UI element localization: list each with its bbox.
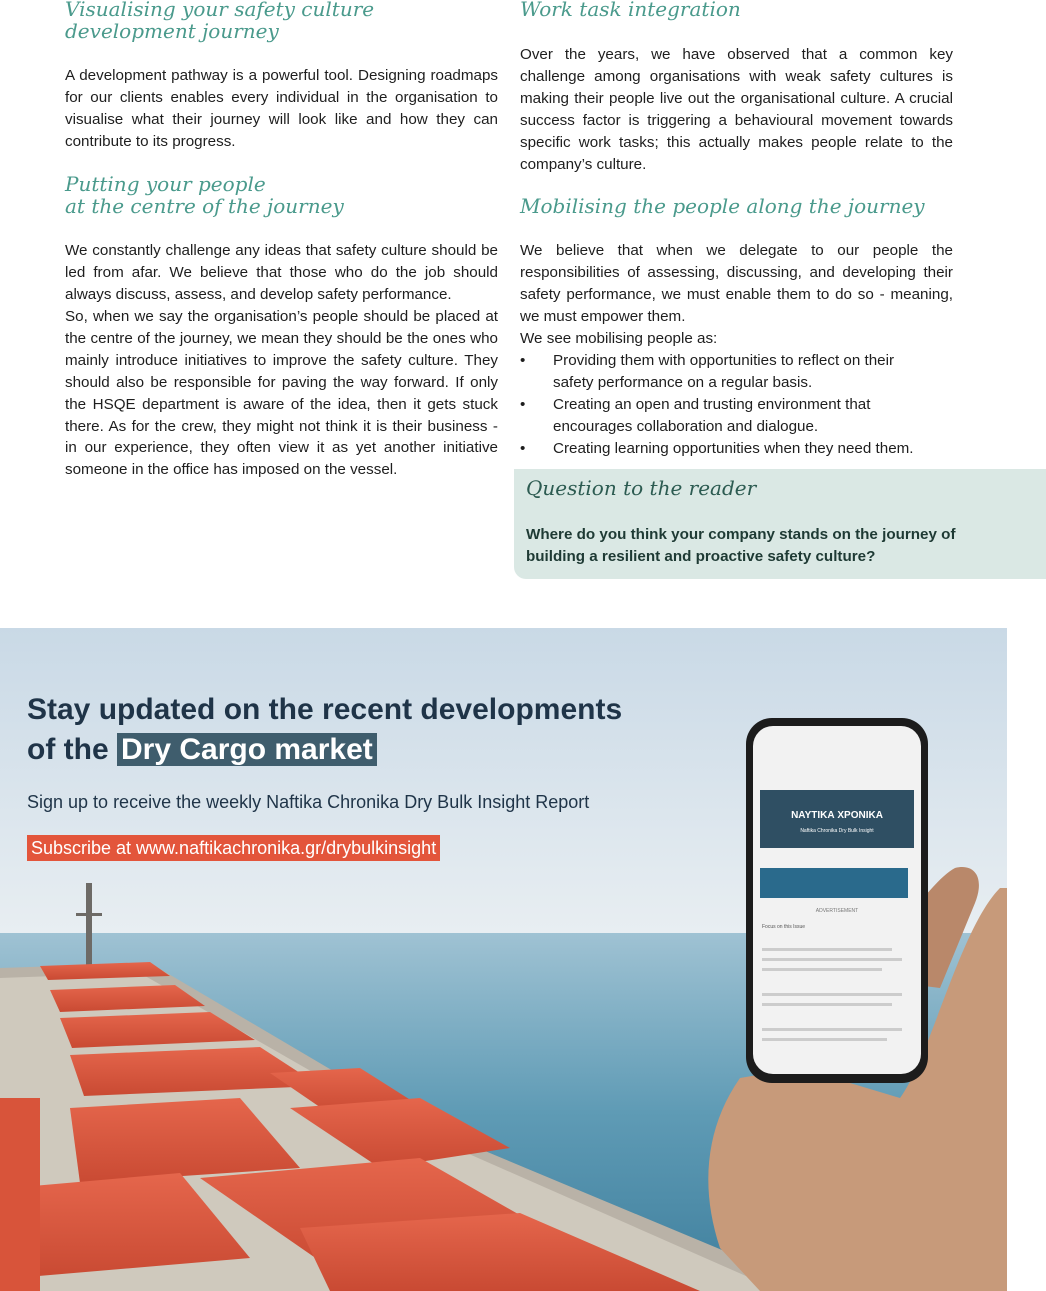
- ad-headline-prefix: of the: [27, 733, 117, 766]
- paragraph-mobilising-as: We see mobilising people as:: [520, 330, 718, 347]
- ad-headline-line1: Stay updated on the recent developments: [27, 693, 623, 726]
- question-title: Question to the reader: [526, 476, 757, 500]
- heading-work-task-integration: Work task integration: [520, 0, 741, 21]
- subscribe-link[interactable]: Subscribe at www.naftikachronika.gr/drybulkinsight: [27, 835, 440, 861]
- dry-cargo-advertisement: [0, 628, 1007, 1291]
- list-item: [520, 350, 953, 394]
- phone-ad-label: ADVERTISEMENT: [815, 908, 859, 914]
- list-item: [520, 438, 953, 460]
- ad-headline: [27, 690, 622, 770]
- paragraph-work-task: Over the years, we have observed that a common key challenge among organisations with weak safety cultures is making their people live out the organisational culture. A crucial success factor is triggering a behavioural movement towards specific work tasks; this actually makes people relate to the company’s culture.: [520, 46, 953, 173]
- list-item-text: Creating an open and trusting environment that encourages collaboration and dialogue.: [553, 395, 871, 435]
- heading-putting-people-centre: [65, 173, 344, 217]
- question-to-reader-box: [514, 469, 1046, 579]
- paragraph-delegate: We believe that when we delegate to our people the responsibilities of assessing, discussing, and developing their safety performance, we must enable them to do so - meaning, we must empower them.: [520, 242, 953, 325]
- heading-line: Putting your people: [65, 172, 266, 196]
- list-item-text: Creating learning opportunities when they need them.: [553, 439, 914, 457]
- list-item: [520, 394, 953, 438]
- paragraph-people-at-centre: So, when we say the organisation’s people should be placed at the centre of the journey, we mean they should be the ones who mainly introduce initiatives to improve the safety culture. They should also be responsible for paving the way forward. If only the HSQE department is aware of the idea, then it gets stuck there. As for the crew, they might not think it is their business - in our experience, they often view it as yet another initiative someone in the office has imposed on the vessel.: [65, 308, 498, 479]
- ad-subtitle: Sign up to receive the weekly Naftika Chronika Dry Bulk Insight Report: [27, 792, 590, 812]
- question-text: Where do you think your company stands on the journey of building a resilient and proactive safety culture?: [526, 526, 956, 565]
- list-item-text: Providing them with opportunities to reflect on their safety performance on a regular basis.: [553, 352, 895, 391]
- ad-headline-line2: [27, 730, 622, 770]
- heading-line: development journey: [65, 19, 279, 43]
- heading-line: Visualising your safety culture: [65, 0, 375, 21]
- paragraph-challenge-ideas: We constantly challenge any ideas that safety culture should be led from afar. We believe that those who do the job should always discuss, assess, and develop safety performance.: [65, 242, 498, 303]
- paragraph-development-pathway: A development pathway is a powerful tool. Designing roadmaps for our clients enables every individual in the organisation to visualise what their journey will look like and how they can contribute to its progress.: [65, 67, 498, 150]
- ad-headline-highlight: Dry Cargo market: [117, 733, 377, 766]
- bullet-list-mobilising: [520, 350, 953, 460]
- phone-brand-text: ΝΑΥΤΙΚΑ ΧΡΟΝΙΚΑ: [791, 810, 883, 821]
- heading-mobilising-people: Mobilising the people along the journey: [520, 194, 925, 218]
- heading-visualising-journey: [65, 0, 374, 42]
- phone-subtitle-text: Naftika Chronika Dry Bulk Insight: [800, 828, 874, 834]
- heading-line: at the centre of the journey: [65, 194, 344, 218]
- phone-section-label: Focus on this Issue: [762, 924, 806, 930]
